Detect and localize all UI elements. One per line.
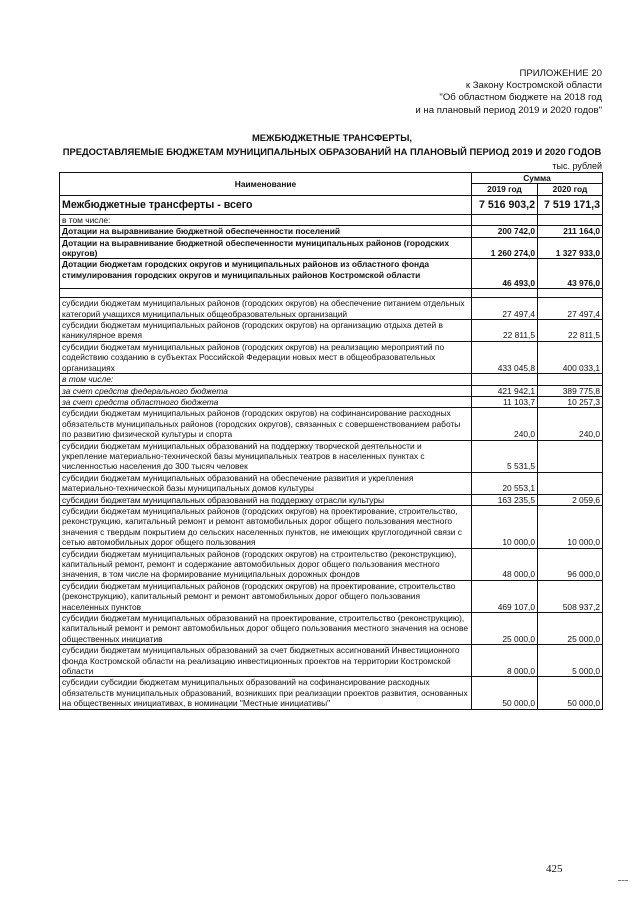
row-value-2020 — [538, 440, 603, 472]
row-value-2020: 22 811,5 — [538, 320, 603, 342]
row-name: субсидии бюджетам муниципальных образований за счет бюджетных ассигнований Инвестиционного фонда Костромской области на реализацию инвестиционных проектов на территории Костромской области — [60, 645, 472, 677]
row-value-2020: 5 000,0 — [538, 645, 603, 677]
column-header-2019: 2019 год — [472, 184, 538, 195]
row-name: Межбюджетные трансферты - всего — [60, 195, 472, 214]
row-value-2019: 469 107,0 — [472, 580, 538, 612]
row-name: Дотации на выравнивание бюджетной обеспеченности поселений — [60, 226, 472, 237]
table-row — [60, 494, 603, 505]
row-value-2020 — [538, 472, 603, 494]
row-name: за счет средств федерального бюджета — [60, 385, 472, 396]
row-value-2020: 240,0 — [538, 408, 603, 440]
row-name: субсидии бюджетам муниципальных образований на поддержку отрасли культуры — [60, 494, 472, 505]
table-row — [60, 440, 603, 472]
row-value-2020: 27 497,4 — [538, 298, 603, 320]
table-row — [60, 613, 603, 645]
table-row — [60, 408, 603, 440]
row-value-2019: 421 942,1 — [472, 385, 538, 396]
row-name: в том числе: — [60, 374, 472, 385]
law-title-line2: и на плановый период 2019 и 2020 годов" — [415, 104, 602, 116]
row-value-2020 — [538, 374, 603, 385]
row-name: за счет средств областного бюджета — [60, 396, 472, 407]
law-reference: к Закону Костромской области — [465, 80, 602, 92]
row-value-2020: 1 327 933,0 — [538, 237, 603, 259]
row-value-2019 — [472, 289, 538, 298]
row-value-2019: 8 000,0 — [472, 645, 538, 677]
table-row — [60, 385, 603, 396]
row-name: субсидии бюджетам муниципальных районов (городских округов) на обеспечение питанием отдельных категорий учащихся муниципальных общеобразовательных организаций — [60, 298, 472, 320]
appendix-header — [415, 68, 602, 117]
row-value-2020 — [538, 214, 603, 225]
table-row — [60, 396, 603, 407]
law-title-line1: "Об областном бюджете на 2018 год — [439, 92, 602, 104]
row-name: субсидии бюджетам муниципальных районов (городских округов) на проектирование, строительство, реконструкцию, капитальный ремонт и ремонт автомобильных дорог общего пользования местного значения с твердым покрытием до сельских населенных пунктов, не имеющих круглогодичной связи с сетью автомобильных дорог общего пользования — [60, 505, 472, 548]
row-name: субсидии бюджетам муниципальных районов (городских округов) на строительство (реконструкцию), капитальный ремонт, ремонт и содержание автомобильных дорог общего пользования местного значения, в том числе на формирование муниципальных дорожных фондов — [60, 548, 472, 580]
row-value-2020 — [538, 289, 603, 298]
row-name: субсидии бюджетам муниципальных образований на обеспечение развития и укрепления материально-технической базы муниципальных домов культуры — [60, 472, 472, 494]
title-line1: МЕЖБЮДЖЕТНЫЕ ТРАНСФЕРТЫ, — [251, 132, 412, 143]
row-value-2020: 50 000,0 — [538, 677, 603, 709]
column-header-2020: 2020 год — [538, 184, 603, 195]
page-number: 425 — [546, 863, 563, 875]
row-value-2019: 22 811,5 — [472, 320, 538, 342]
row-value-2019: 20 553,1 — [472, 472, 538, 494]
column-header-name: Наименование — [60, 173, 472, 196]
table-row — [60, 645, 603, 677]
row-value-2019: 46 493,0 — [472, 259, 538, 289]
row-value-2019: 163 235,5 — [472, 494, 538, 505]
row-value-2020: 43 976,0 — [538, 259, 603, 289]
table-row — [60, 237, 603, 259]
table-row — [60, 472, 603, 494]
table-row — [60, 289, 603, 298]
row-value-2019: 5 531,5 — [472, 440, 538, 472]
row-value-2019 — [472, 214, 538, 225]
transfers-table — [59, 172, 603, 710]
row-value-2020: 7 519 171,3 — [538, 195, 603, 214]
row-name: субсидии бюджетам муниципальных районов (городских округов) на софинансирование расходных обязательств муниципальных районов (городских округов), связанных с совершенствованием работы по развитию физической культуры и спорта — [60, 408, 472, 440]
table-row — [60, 298, 603, 320]
row-value-2019: 48 000,0 — [472, 548, 538, 580]
row-value-2019: 25 000,0 — [472, 613, 538, 645]
table-row — [60, 580, 603, 612]
row-name: субсидии бюджетам муниципальных районов (городских округов) на проектирование, строительство (реконструкцию), капитальный ремонт и ремонт автомобильных дорог общего пользования населенных пунктов — [60, 580, 472, 612]
row-name: Дотации бюджетам городских округов и муниципальных районов из областного фонда стимулирования городских округов и муниципальных районов Костромской области — [60, 259, 472, 289]
row-value-2019: 10 000,0 — [472, 505, 538, 548]
units-label: тыс. рублей — [552, 161, 602, 171]
table-row — [60, 677, 603, 709]
row-name: субсидии бюджетам муниципальных районов (городских округов) на реализацию мероприятий по содействию созданию в субъектах Российской Федерации новых мест в общеобразовательных организациях — [60, 341, 472, 373]
row-value-2020: 211 164,0 — [538, 226, 603, 237]
scan-mark — [618, 880, 628, 881]
row-value-2020: 25 000,0 — [538, 613, 603, 645]
document-title — [58, 131, 606, 159]
title-line2: ПРЕДОСТАВЛЯЕМЫЕ БЮДЖЕТАМ МУНИЦИПАЛЬНЫХ ОБРАЗОВАНИЙ НА ПЛАНОВЫЙ ПЕРИОД 2019 И 2020 ГОДОВ — [62, 146, 602, 157]
row-value-2020: 96 000,0 — [538, 548, 603, 580]
row-name — [60, 289, 472, 298]
row-value-2020: 2 059,6 — [538, 494, 603, 505]
row-value-2020: 10 257,3 — [538, 396, 603, 407]
appendix-number: ПРИЛОЖЕНИЕ 20 — [519, 68, 602, 79]
table-row — [60, 226, 603, 237]
row-value-2019: 27 497,4 — [472, 298, 538, 320]
row-value-2019: 240,0 — [472, 408, 538, 440]
row-name: субсидии субсидии бюджетам муниципальных образований на софинансирование расходных обязательств муниципальных образований, возникших при реализации проектов развития, основанных на общественных инициативах, в номинации "Местные инициативы" — [60, 677, 472, 709]
row-name: в том числе: — [60, 214, 472, 225]
row-name: субсидии бюджетам муниципальных образований на проектирование, строительство (реконструкцию), капитальный ремонт и ремонт автомобильных дорог общего пользования местного значения на основе общественных инициатив — [60, 613, 472, 645]
row-value-2020: 400 033,1 — [538, 341, 603, 373]
row-value-2020: 389 775,8 — [538, 385, 603, 396]
table-row — [60, 548, 603, 580]
table-row — [60, 341, 603, 373]
table-row — [60, 195, 603, 214]
table-row — [60, 505, 603, 548]
row-name: субсидии бюджетам муниципальных образований на поддержку творческой деятельности и укрепление материально-технической базы муниципальных театров в населенных пунктах с численностью населения до 300 тысяч человек — [60, 440, 472, 472]
row-value-2019: 200 742,0 — [472, 226, 538, 237]
row-value-2019: 1 260 274,0 — [472, 237, 538, 259]
table-row — [60, 320, 603, 342]
row-value-2019: 7 516 903,2 — [472, 195, 538, 214]
table-row — [60, 259, 603, 289]
row-value-2019: 11 103,7 — [472, 396, 538, 407]
row-name: Дотации на выравнивание бюджетной обеспеченности муниципальных районов (городских округов) — [60, 237, 472, 259]
table-row — [60, 214, 603, 225]
row-value-2019: 433 045,8 — [472, 341, 538, 373]
table-row — [60, 374, 603, 385]
row-value-2019 — [472, 374, 538, 385]
column-header-sum: Сумма — [472, 173, 603, 184]
row-value-2020: 10 000,0 — [538, 505, 603, 548]
row-value-2019: 50 000,0 — [472, 677, 538, 709]
row-name: субсидии бюджетам муниципальных районов (городских округов) на организацию отдыха детей в каникулярное время — [60, 320, 472, 342]
row-value-2020: 508 937,2 — [538, 580, 603, 612]
